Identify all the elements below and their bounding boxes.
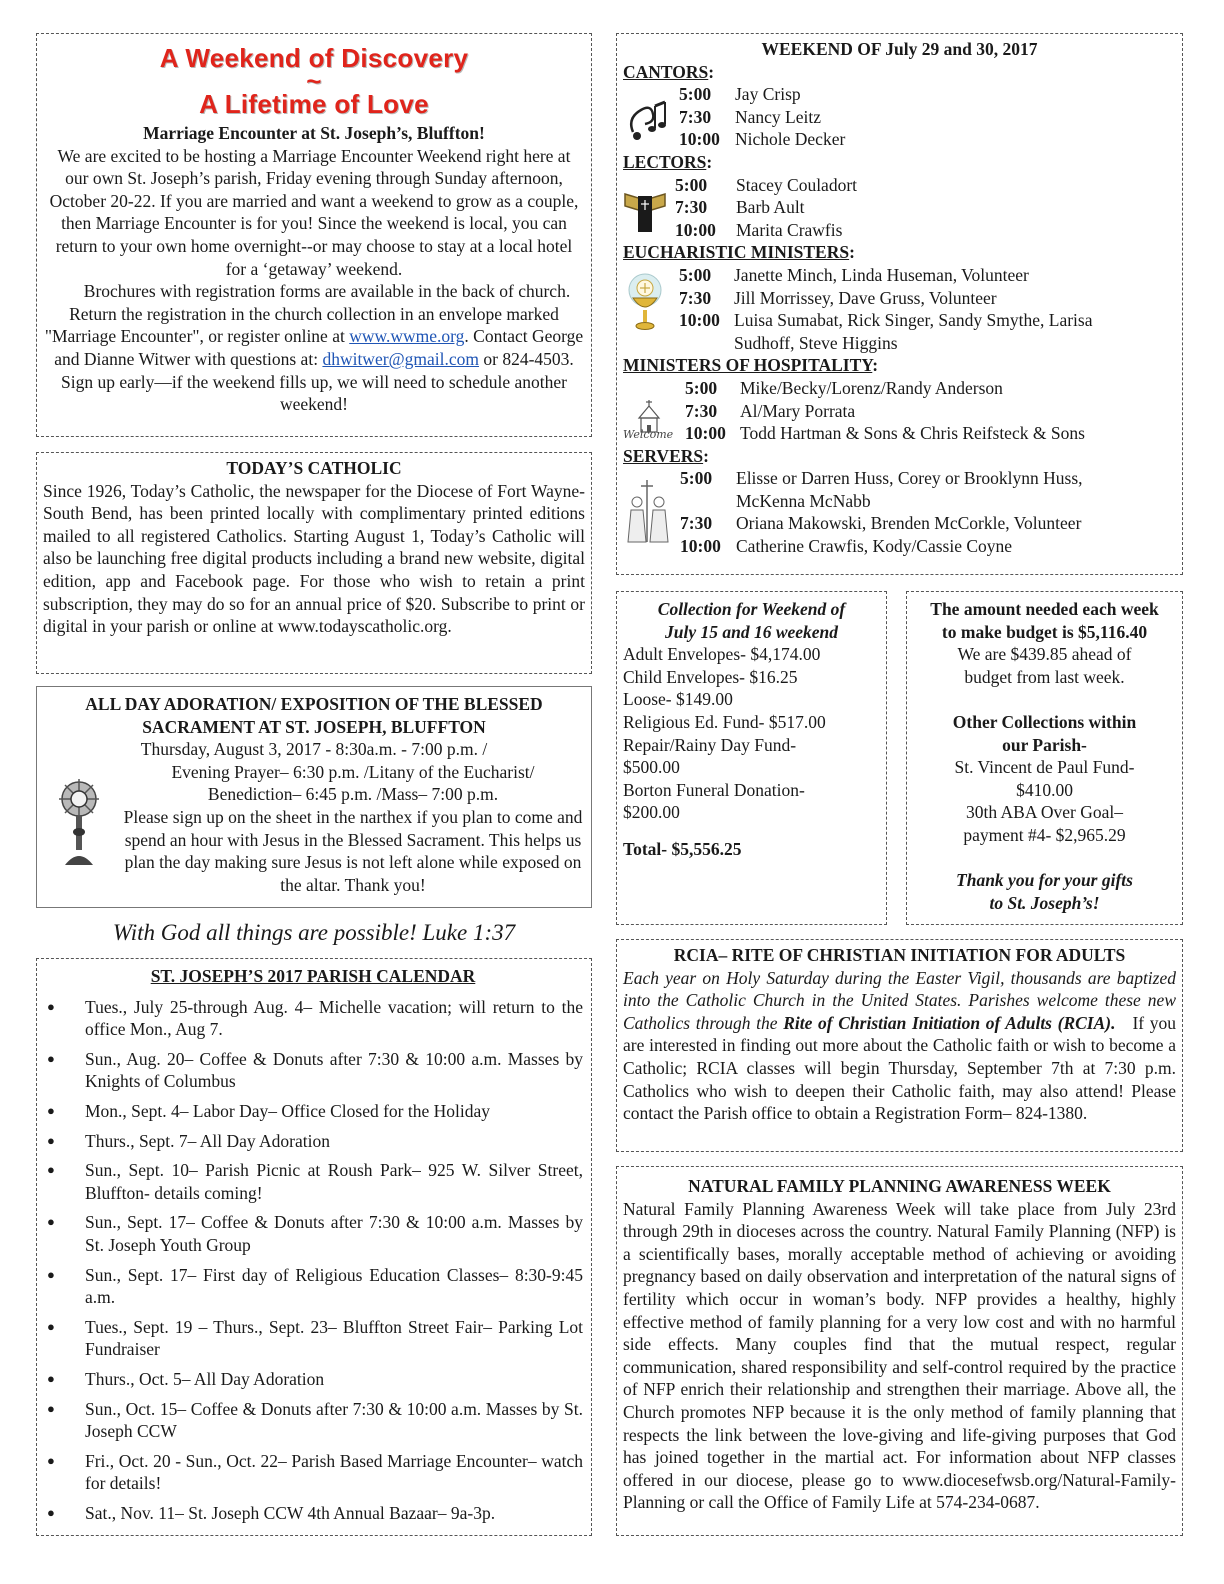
calendar-item: ● Tues., Sept. 19 – Thurs., Sept. 23– Bluffton Street Fair– Parking Lot Fundraiser <box>43 1316 583 1361</box>
minister-names: Al/Mary Porrata <box>740 400 856 421</box>
eucharistic-ministers-schedule <box>623 264 1176 354</box>
adoration-body: Please sign up on the sheet in the narthex if you plan to come and spend an hour with Jesus in the Blessed Sacrament. This helps us plan the day making sure Jesus is not left alone while exposed on the altar. Thank you! <box>123 806 583 895</box>
budget-title-1: The amount needed each week <box>930 599 1159 619</box>
minister-names: Stacey Couladort <box>736 174 858 195</box>
weekend-schedule-box: WEEKEND OF July 29 and 30, 2017 CANTORS: 5:00 Jay Crisp 7:30 Nancy Leitz 10:00 Nichole Decker LECTORS: 5:00 Stacey Couladort 7:30 Barb Ault 10:00 Marita Crawfis EUCHARISTIC MINISTERS: 5:00 Janette Minch, Linda Huseman, Volunteer 7:30 Jill Morrissey, Dave Gruss, Volunteer 10:00 Luisa Sumabat, Rick Singer, Sandy Smythe, Larisa Sudhoff, Steve Higgins MINISTERS OF HOSPITALITY: 5:00 Mike/Becky/Lorenz/Randy Anderson 7:30 Al/Mary Porrata 10:00 Todd Hartman & Sons & Chris Reifsteck & Sons SERVERS: 5:00 Elisse or Darren Huss, Corey or Brooklynn Huss, McKenna McNabb 7:30 Oriana Makowski, Brenden McCorkle, Volunteer 10:00 Catherine Crawfis, Kody/Cassie Coyne Welcome <box>616 33 1183 575</box>
calendar-item: ● Sun., Sept. 17– Coffee & Donuts after 7:30 & 10:00 a.m. Masses by St. Joseph Youth Group <box>43 1211 583 1256</box>
mass-time: 7:30 <box>679 287 712 308</box>
schedule-row <box>623 400 1176 423</box>
minister-names: Oriana Makowski, Brenden McCorkle, Volunteer <box>736 513 1082 534</box>
collection-line: Adult Envelopes- $4,174.00 <box>623 644 821 665</box>
schedule-row <box>623 83 1176 106</box>
mass-time: 5:00 <box>685 377 718 398</box>
schedule-row <box>623 512 1176 535</box>
marriage-title: Marriage Encounter at St. Joseph’s, Bluffton! <box>143 123 485 143</box>
welcome-sign-text: Welcome <box>623 428 674 441</box>
schedule-row <box>623 128 1176 151</box>
marriage-encounter-box <box>36 33 592 437</box>
collection-line: $500.00 <box>623 757 680 778</box>
schedule-row <box>623 174 1176 197</box>
lectors-schedule <box>623 174 1176 242</box>
collection-line: Borton Funeral Donation- <box>623 779 805 800</box>
calendar-item: ● Thurs., Oct. 5– All Day Adoration <box>43 1368 583 1391</box>
svdp-fund-label: St. Vincent de Paul Fund- <box>954 757 1135 778</box>
calendar-item: ● Tues., July 25-through Aug. 4– Michelle vacation; will return to the office Mon., Aug 7. <box>43 996 583 1041</box>
calendar-item: ● Sun., Sept. 17– First day of Religious Education Classes– 8:30-9:45 a.m. <box>43 1264 583 1309</box>
nfp-title: NATURAL FAMILY PLANNING AWARENESS WEEK <box>688 1176 1111 1196</box>
schedule-row <box>623 106 1176 129</box>
cantors-schedule <box>623 83 1176 151</box>
calendar-item: ● Sun., Sept. 10– Parish Picnic at Roush Park– 925 W. Silver Street, Bluffton- details coming! <box>43 1159 583 1204</box>
servers-schedule <box>623 467 1176 557</box>
rcia-rite-name: Rite of Christian Initiation of Adults (RCIA). <box>783 1012 1116 1033</box>
mass-time: 7:30 <box>679 106 712 127</box>
lectors-label: LECTORS <box>623 151 707 172</box>
collection-box <box>616 591 887 925</box>
todays-catholic-title: TODAY’S CATHOLIC <box>226 458 402 478</box>
minister-names: Barb Ault <box>736 197 805 218</box>
nfp-body: Natural Family Planning Awareness Week will take place from July 23rd through 29th in dioceses across the country. Natural Family Planning (NFP) is a scientifically bases, morally acceptable method of achieving or avoiding pregnancy based on daily observation and interpretation of the natural signs of fertility which occur in woman’s body. NFP provides a healthy, highly effective method of family planning for a very low cost and with no harmful side effects. Many couples find that the mutual respect, regular communication, shared responsibility and self-control required by the practice of NFP enrich their relationship and strengthen their marriage. Above all, the Church promotes NFP because it is the only method of family planning that respects the link between the love-giving and life-giving purposes that God has joined together in the martial act. For information about NFP classes offered in our diocese, please go to www.diocesefwsb.org/Natural-Family-Planning or call the Office of Family Life at 574-234-0687. <box>623 1198 1176 1513</box>
servers-label: SERVERS <box>623 445 704 466</box>
collection-line: Child Envelopes- $16.25 <box>623 666 798 687</box>
mass-time: 5:00 <box>675 174 708 195</box>
banner-tilde: ~ <box>306 66 322 96</box>
minister-names: Todd Hartman & Sons & Chris Reifsteck & Sons <box>740 423 1085 444</box>
collection-title-1: Collection for Weekend of <box>657 599 846 619</box>
mass-time: 7:30 <box>685 400 718 421</box>
mass-time: 10:00 <box>675 219 716 240</box>
eucharistic-ministers-label: EUCHARISTIC MINISTERS <box>623 242 850 263</box>
collection-line: Repair/Rainy Day Fund- <box>623 734 797 755</box>
collection-total: Total- $5,556.25 <box>623 838 742 859</box>
rcia-title: RCIA– RITE OF CHRISTIAN INITIATION FOR ADULTS <box>673 945 1126 965</box>
chalice-host-icon <box>623 272 667 332</box>
aba-amount: payment #4- $2,965.29 <box>963 824 1126 845</box>
schedule-row <box>623 422 1176 445</box>
minister-names: Jay Crisp <box>735 84 801 105</box>
calendar-item: ● Thurs., Sept. 7– All Day Adoration <box>43 1130 583 1153</box>
monstrance-icon <box>55 777 103 869</box>
mass-time: 5:00 <box>680 468 713 489</box>
schedule-row <box>623 287 1176 310</box>
budget-line-2: budget from last week. <box>964 666 1125 687</box>
calendar-item: ● Mon., Sept. 4– Labor Day– Office Closed for the Holiday <box>43 1100 583 1123</box>
minister-names: McKenna McNabb <box>736 490 871 511</box>
rcia-body-text: If you are interested in finding out more about the Catholic faith or wish to become a Catholic; RCIA classes will begin Thursday, September 7th at 7:30 p.m. Catholics who wish to deepen their Catholic faith, may also attend! Please contact the Parish office to obtain a Registration Form– 824-1380. <box>623 1012 1177 1124</box>
todays-catholic-body: Since 1926, Today’s Catholic, the newspaper for the Diocese of Fort Wayne-South Bend, has been printed locally with complimentary printed editions mailed to all registered Catholics. Starting August 1, Today’s Catholic will also be launching free digital products including a brand new website, digital edition, app and Facebook page. For those who wish to retain a print subscription, they may do so for an annual price of $20. Subscribe to print or digital in your parish or online at www.todayscatholic.org. <box>43 480 585 637</box>
minister-names: Mike/Becky/Lorenz/Randy Anderson <box>740 377 1003 398</box>
collection-lines <box>623 643 880 824</box>
marriage-p2-text-c: or 824-4503. Sign up early—if the weekend fills up, we will need to schedule another weekend! <box>61 348 574 415</box>
minister-names: Jill Morrissey, Dave Gruss, Volunteer <box>734 287 997 308</box>
schedule-row <box>623 264 1176 287</box>
marriage-paragraph-1: We are excited to be hosting a Marriage Encounter Weekend right here at our own St. Joseph’s parish, Friday evening through Sunday afternoon, October 20-22. If you are married and want a weekend to grow as a couple, then Marriage Encounter is for you! Since the weekend is local, you can return to your own home overnight--or may choose to stay at a local hotel for a ‘getaway’ weekend. <box>49 145 579 279</box>
minister-names: Nancy Leitz <box>735 106 821 127</box>
other-collections-title-2: our Parish- <box>1002 734 1087 755</box>
svdp-fund-amount: $410.00 <box>1016 779 1073 800</box>
minister-names: Marita Crawfis <box>736 219 843 240</box>
minister-names: Janette Minch, Linda Huseman, Volunteer <box>734 264 1029 285</box>
welcome-church-icon <box>621 398 677 442</box>
cantors-label: CANTORS <box>623 61 709 82</box>
budget-box <box>906 591 1183 925</box>
schedule-row <box>623 219 1176 242</box>
adoration-line-2: Evening Prayer– 6:30 p.m. /Litany of the Eucharist/ <box>171 761 535 782</box>
budget-line-1: We are $439.85 ahead of <box>957 644 1132 665</box>
thanks-line-2: to St. Joseph’s! <box>989 892 1100 913</box>
calendar-list <box>43 996 583 1525</box>
altar-servers-icon <box>623 478 673 544</box>
schedule-row <box>623 467 1176 490</box>
minister-names: Elisse or Darren Huss, Corey or Brooklynn Huss, <box>736 468 1083 489</box>
schedule-row <box>623 535 1176 558</box>
calendar-item: ● Sun., Aug. 20– Coffee & Donuts after 7:30 & 10:00 a.m. Masses by Knights of Columbus <box>43 1048 583 1093</box>
mass-time: 10:00 <box>680 536 721 557</box>
collection-line: Loose- $149.00 <box>623 689 733 710</box>
mass-time: 7:30 <box>675 197 708 218</box>
calendar-item: ● Sun., Oct. 15– Coffee & Donuts after 7:30 & 10:00 a.m. Masses by St. Joseph CCW <box>43 1398 583 1443</box>
minister-names: Luisa Sumabat, Rick Singer, Sandy Smythe, Larisa <box>734 310 1093 331</box>
mass-time: 7:30 <box>680 513 713 534</box>
schedule-row <box>623 196 1176 219</box>
adoration-title-2: SACRAMENT AT ST. JOSEPH, BLUFFTON <box>142 716 486 737</box>
calendar-title: ST. JOSEPH’S 2017 PARISH CALENDAR <box>150 966 476 986</box>
mass-time: 5:00 <box>679 264 712 285</box>
wwme-link[interactable]: www.wwme.org <box>349 326 465 347</box>
schedule-row <box>623 309 1176 332</box>
email-link[interactable]: dhwitwer@gmail.com <box>322 348 480 369</box>
mass-time: 5:00 <box>679 84 712 105</box>
schedule-row <box>623 332 1176 355</box>
rcia-italic-text: Each year on Holy Saturday during the Easter Vigil, thousands are baptized into the Catholic Church in the United States. Parishes welcome these new Catholics through the <box>623 967 1176 1033</box>
schedule-row <box>623 377 1176 400</box>
aba-label: 30th ABA Over Goal– <box>965 802 1123 823</box>
nfp-box <box>616 1166 1183 1536</box>
marriage-p2-text-a: Brochures with registration forms are available in the back of church. Return the registration in the church collection in an envelope marked "Marriage Encounter", or register online at <box>44 281 571 347</box>
calendar-item: ● Sat., Nov. 11– St. Joseph CCW 4th Annual Bazaar– 9a-3p. <box>43 1502 583 1525</box>
schedule-row <box>623 490 1176 513</box>
lectern-bible-icon <box>623 186 667 234</box>
mass-time: 10:00 <box>685 423 726 444</box>
banner-line-2: A Lifetime of Love <box>199 89 429 119</box>
mass-time: 10:00 <box>679 310 720 331</box>
collection-line: Religious Ed. Fund- $517.00 <box>623 711 826 732</box>
scripture-quote: With God all things are possible! Luke 1:37 <box>112 920 516 945</box>
marriage-p2-text-b: . Contact George and Dianne Witwer with questions at: <box>54 326 584 369</box>
other-collections-title-1: Other Collections within <box>952 711 1137 732</box>
collection-title-2: July 15 and 16 weekend <box>664 621 839 642</box>
mass-time: 10:00 <box>679 129 720 150</box>
schedule-title: WEEKEND OF July 29 and 30, 2017 <box>761 39 1038 59</box>
calendar-item: ● Fri., Oct. 20 - Sun., Oct. 22– Parish Based Marriage Encounter– watch for details! <box>43 1450 583 1495</box>
rcia-box <box>616 939 1183 1152</box>
hospitality-schedule <box>623 377 1176 445</box>
adoration-box <box>36 686 592 908</box>
adoration-line-3: Benediction– 6:45 p.m. /Mass– 7:00 p.m. <box>207 784 499 805</box>
minister-names: Catherine Crawfis, Kody/Cassie Coyne <box>736 536 1013 557</box>
adoration-title-1: ALL DAY ADORATION/ EXPOSITION OF THE BLESSED <box>85 694 543 714</box>
minister-names: Nichole Decker <box>735 129 846 150</box>
adoration-line-1: Thursday, August 3, 2017 - 8:30a.m. - 7:00 p.m. / <box>140 739 488 760</box>
hospitality-label: MINISTERS OF HOSPITALITY <box>623 355 873 376</box>
collection-line: $200.00 <box>623 802 680 823</box>
marriage-paragraph-2 <box>44 280 584 416</box>
parish-calendar-box <box>36 958 592 1536</box>
budget-title-2: to make budget is $5,116.40 <box>941 621 1148 642</box>
todays-catholic-box <box>36 452 592 674</box>
music-notes-icon <box>625 100 671 144</box>
thanks-line-1: Thank you for your gifts <box>956 870 1133 891</box>
minister-names: Sudhoff, Steve Higgins <box>734 332 898 353</box>
rcia-body <box>623 967 1176 1125</box>
banner-line-1: A Weekend of Discovery <box>159 43 469 73</box>
